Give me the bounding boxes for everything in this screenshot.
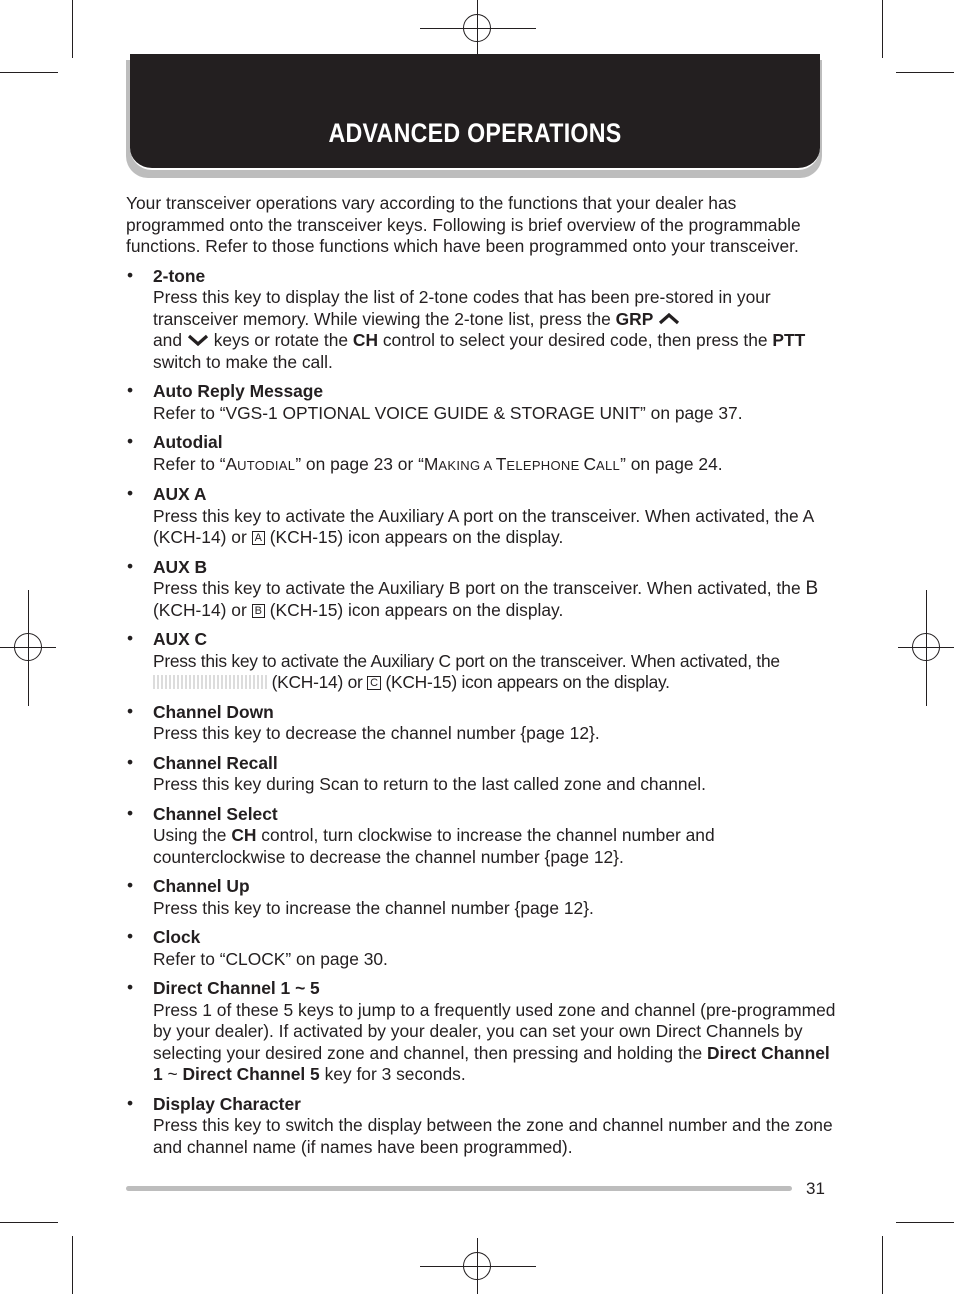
aux-a-kch14-icon: A [802,505,814,526]
section-header [130,54,820,170]
list-item-channel-select [126,804,836,869]
page-content [126,193,836,1166]
item-title: AUX A [153,484,207,504]
item-title: Channel Select [153,803,278,824]
item-description: Refer to “AUTODIAL” on page 23 or “MAKING A TELEPHONE CALL” on page 24. [153,453,723,474]
direct-channel-1-key-label: Direct Channel 1 [153,1042,830,1084]
item-title: AUX B [153,556,208,577]
item-title: Auto Reply Message [153,381,324,401]
bullet: • [126,977,134,997]
item-description: Press this key to increase the channel number {page 12}. [153,897,594,918]
item-description: Press this key to activate the Auxiliary B port on the transceiver. When activated, the B (KCH-14) or B (KCH-15) icon appears on the display. [153,578,819,620]
item-title: Direct Channel 1 ~ 5 [153,978,320,998]
item-description: Press this key to activate the Auxiliary C port on the transceiver. When activated, the (KCH-14) or C (KCH-15) icon appears on the display. [153,650,780,692]
item-title: 2-tone [153,265,206,286]
item-description: Refer to “VGS-1 OPTIONAL VOICE GUIDE & STORAGE UNIT” on page 37. [153,402,743,423]
bullet: • [126,431,134,451]
item-description: Press 1 of these 5 keys to jump to a frequently used zone and channel (pre-programmed by your dealer). If activated by your dealer, you can set your own Direct Channels by selecting your desired zone and channel, then pressing and holding the Direct Channel 1 ~ Direct Channel 5 key for 3 seconds. [153,999,836,1084]
ch-control-label: CH [352,330,379,350]
chevron-down-icon [187,334,209,346]
bullet: • [126,751,134,772]
page-number: 31 [806,1179,825,1198]
bullet: • [126,875,134,895]
ptt-switch-label: PTT [772,330,806,350]
footer-rule [126,1186,792,1191]
item-description: Press this key to switch the display between the zone and channel number and the zone and channel name (if names have been programmed). [153,1115,833,1157]
bullet: • [126,926,134,946]
list-item-aux-a [126,484,836,549]
item-description: Press this key to display the list of 2-tone codes that has been pre-stored in your transceiver memory. While viewing the 2-tone list, press the GRP and keys or rotate the CH control to select your desired code, then press the PTT switch to make the call. [153,287,806,372]
item-description: Press this key to activate the Auxiliary A port on the transceiver. When activated, the A (KCH-14) or A (KCH-15) icon appears on the display. [153,505,814,547]
aux-b-kch14-icon: B [805,578,819,599]
item-description: Press this key during Scan to return to the last called zone and channel. [153,774,706,794]
bullet: • [126,264,134,285]
item-title: Channel Recall [153,752,278,773]
bullet: • [126,700,134,721]
bullet: • [126,483,134,503]
item-title: Display Character [153,1093,301,1114]
item-title: AUX C [153,629,208,649]
aux-c-kch15-icon: C [367,676,381,690]
item-title: Autodial [153,432,223,452]
aux-c-kch14-segment-icon [153,675,267,689]
grp-key-label: GRP [615,308,654,329]
item-title: Channel Down [153,701,274,722]
bullet: • [126,628,134,648]
list-item-aux-b [126,557,836,622]
item-description: Using the CH control, turn clockwise to increase the channel number and counterclockwise to decrease the channel number {page 12}. [153,825,715,867]
bullet: • [126,555,134,576]
list-item-clock [126,927,836,970]
list-item-aux-c [126,629,836,694]
ch-control-label: CH [231,825,257,845]
bullet: • [126,1092,134,1113]
aux-b-kch15-icon: B [252,604,265,618]
aux-a-kch15-icon: A [252,531,265,545]
list-item-2-tone [126,266,836,374]
direct-channel-5-key-label: Direct Channel 5 [182,1064,320,1084]
bullet: • [126,380,134,400]
list-item-auto-reply-message [126,381,836,424]
list-item-channel-down [126,702,836,745]
list-item-channel-recall [126,753,836,796]
list-item-autodial [126,432,836,476]
page-title: ADVANCED OPERATIONS [328,118,622,148]
item-title: Clock [153,927,201,947]
bullet: • [126,802,134,823]
list-item-channel-up [126,876,836,919]
item-description: Press this key to decrease the channel number {page 12}. [153,723,600,743]
chevron-up-icon [658,313,680,325]
list-item-direct-channel [126,978,836,1086]
intro-paragraph: Your transceiver operations vary according to the functions that your dealer has programmed onto the transceiver keys. Following is brief overview of the programmable functions. Refer to those functions which have been programmed onto your transceiver. [126,193,801,256]
list-item-display-character [126,1094,836,1159]
item-title: Channel Up [153,876,250,896]
item-description: Refer to “CLOCK” on page 30. [153,948,388,969]
